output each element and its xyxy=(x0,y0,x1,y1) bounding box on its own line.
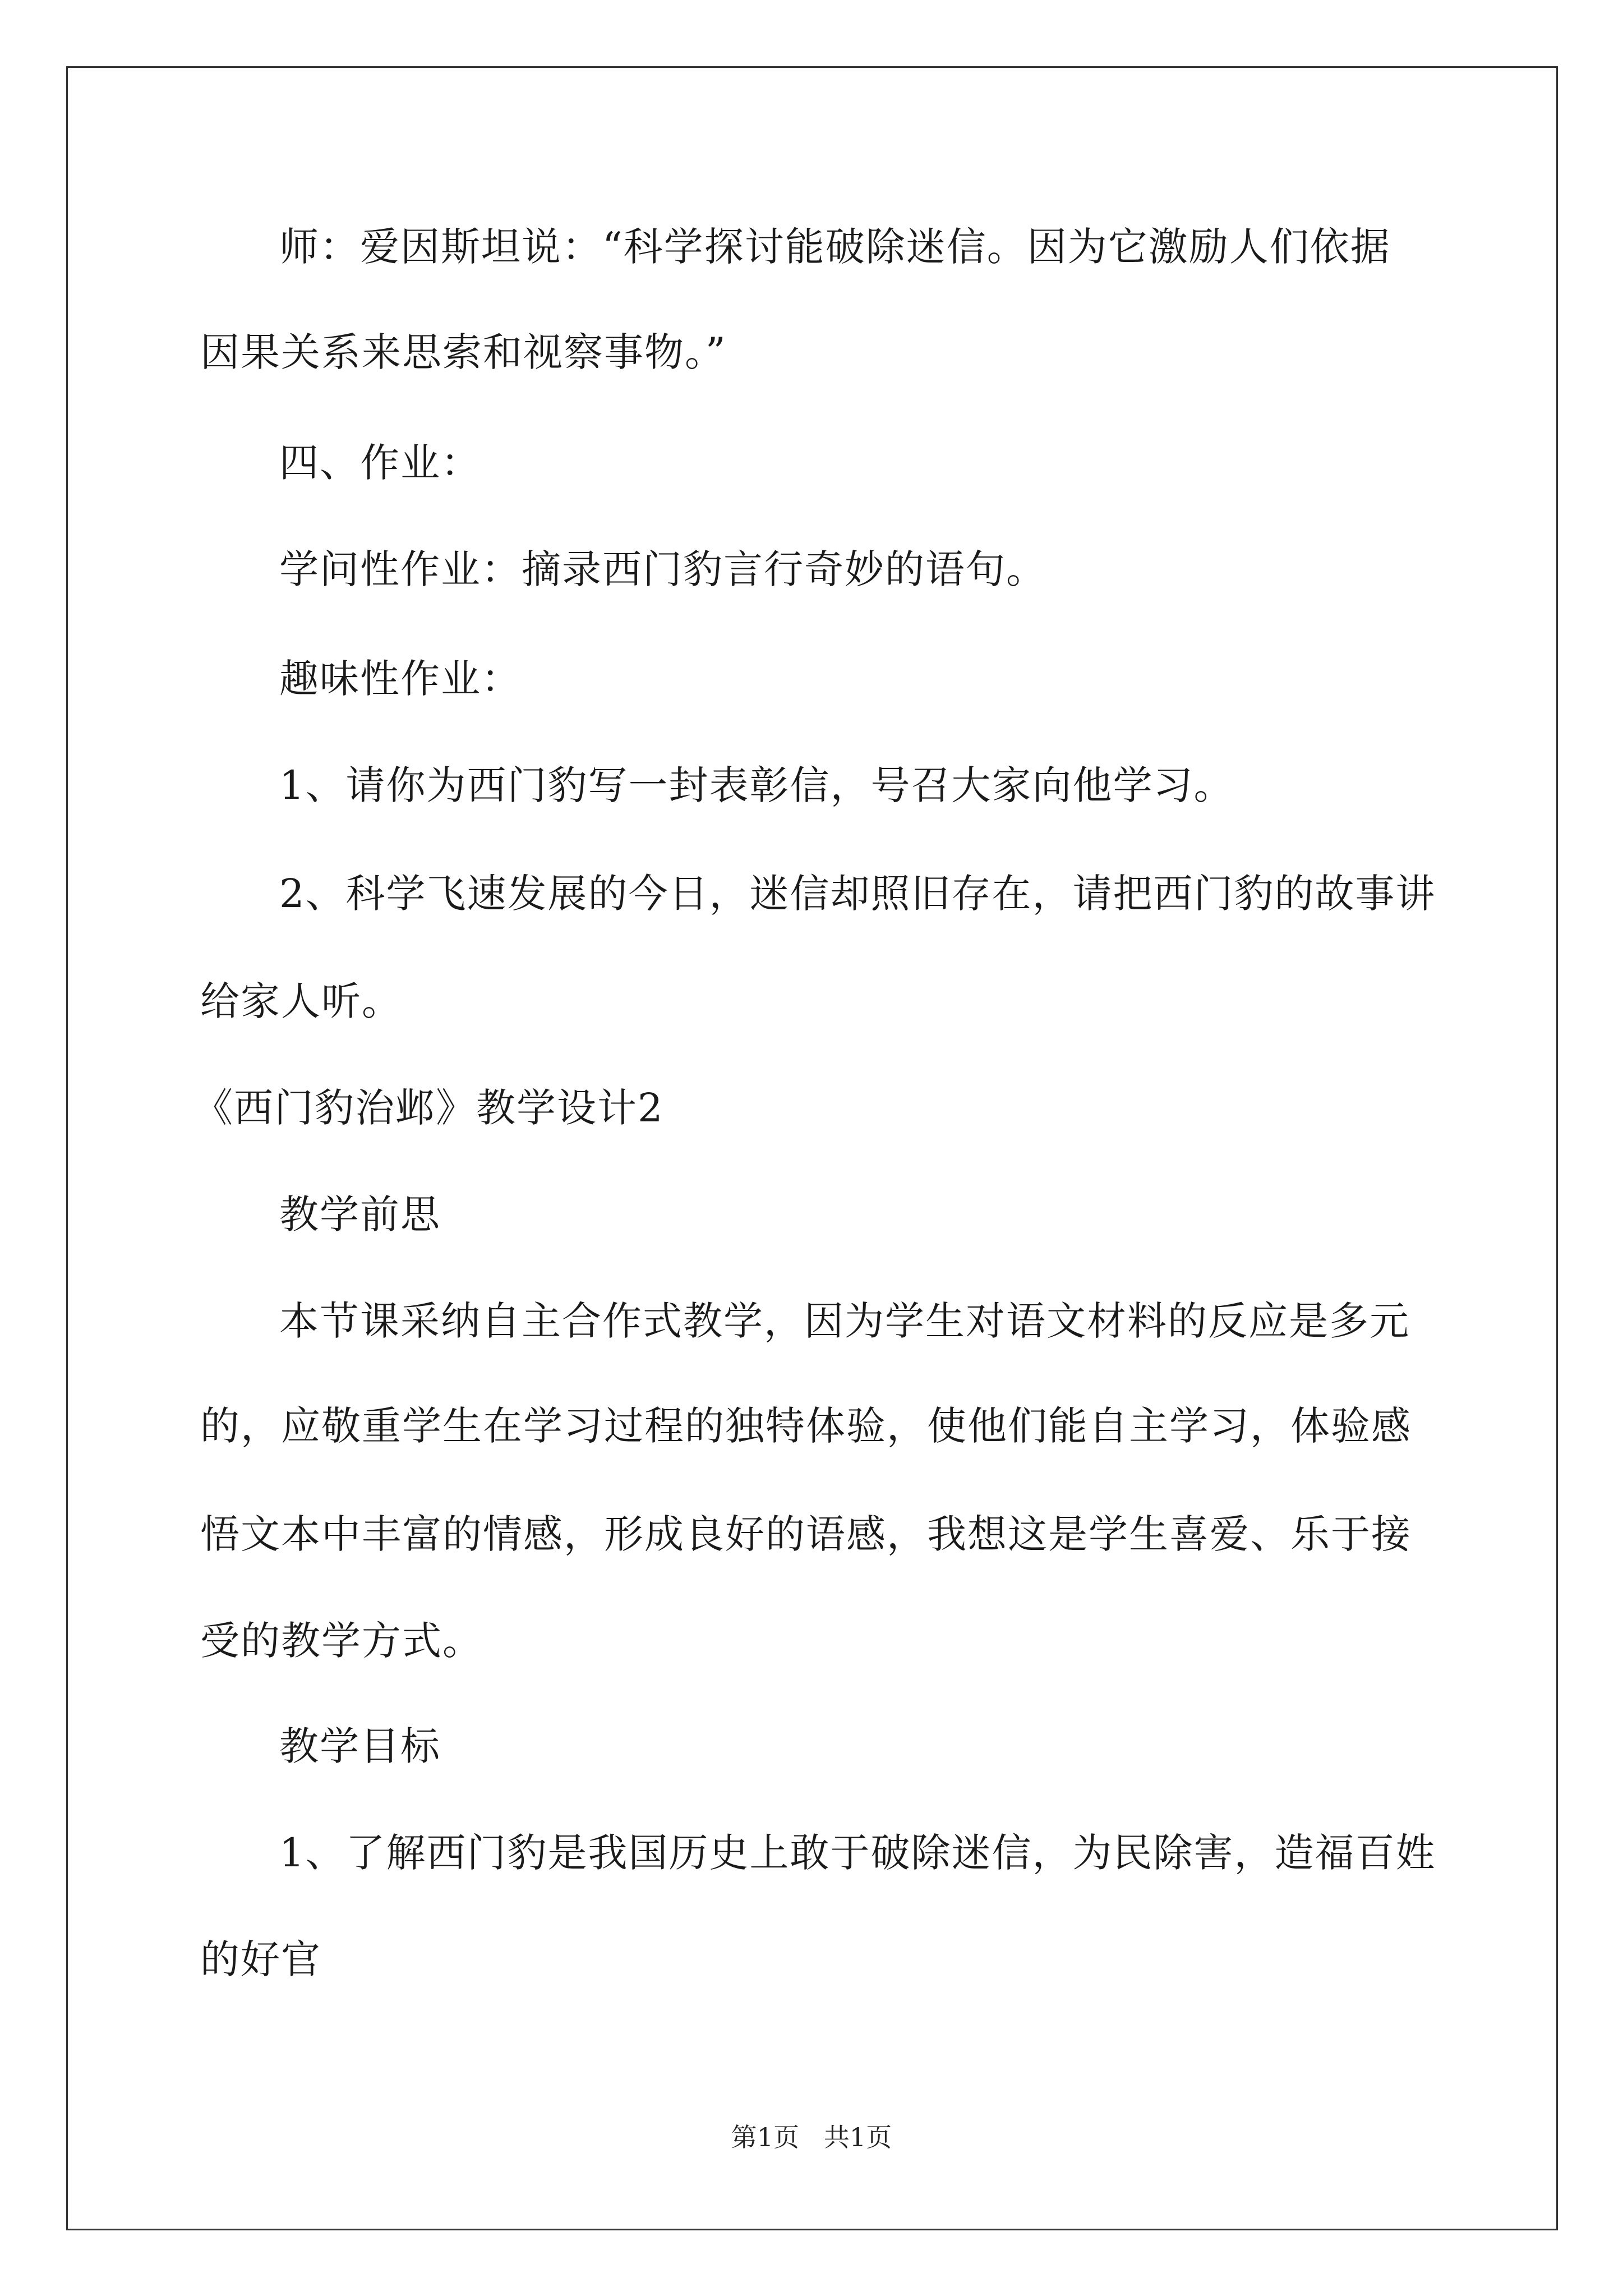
paragraph-line: 受的教学方式。 xyxy=(200,1618,483,1664)
paragraph-line: 2、科学飞速发展的今日，迷信却照旧存在，请把西门豹的故事讲 xyxy=(279,871,1436,917)
page-footer: 第1页 共1页 xyxy=(731,2122,892,2152)
section-heading-homework: 四、作业： xyxy=(279,440,481,486)
paragraph-line: 悟文本中丰富的情感，形成良好的语感，我想这是学生喜爱、乐于接 xyxy=(200,1511,1412,1557)
paragraph-line: 师：爱因斯坦说：“科学探讨能破除迷信。因为它激励人们依据 xyxy=(279,224,1391,270)
paragraph-line: 学问性作业：摘录西门豹言行奇妙的语句。 xyxy=(279,546,1046,592)
page-border xyxy=(66,66,1558,2230)
paragraph-line: 本节课采纳自主合作式教学，因为学生对语文材料的反应是多元 xyxy=(279,1298,1410,1344)
paragraph-line: 的，应敬重学生在学习过程的独特体验，使他们能自主学习，体验感 xyxy=(200,1403,1412,1449)
section-heading-prethought: 教学前思 xyxy=(279,1191,441,1237)
paragraph-line: 趣味性作业： xyxy=(279,656,522,702)
paragraph-line: 给家人听。 xyxy=(200,978,402,1024)
paragraph-line: 1、了解西门豹是我国历史上敢于破除迷信，为民除害，造福百姓 xyxy=(279,1830,1436,1876)
paragraph-line: 因果关系来思索和视察事物。” xyxy=(200,329,727,375)
paragraph-line: 1、请你为西门豹写一封表彰信，号召大家向他学习。 xyxy=(279,762,1234,808)
document-heading: 《西门豹治邺》教学设计2 xyxy=(193,1085,664,1131)
section-heading-objectives: 教学目标 xyxy=(279,1723,441,1769)
paragraph-line: 的好官 xyxy=(200,1936,321,1982)
